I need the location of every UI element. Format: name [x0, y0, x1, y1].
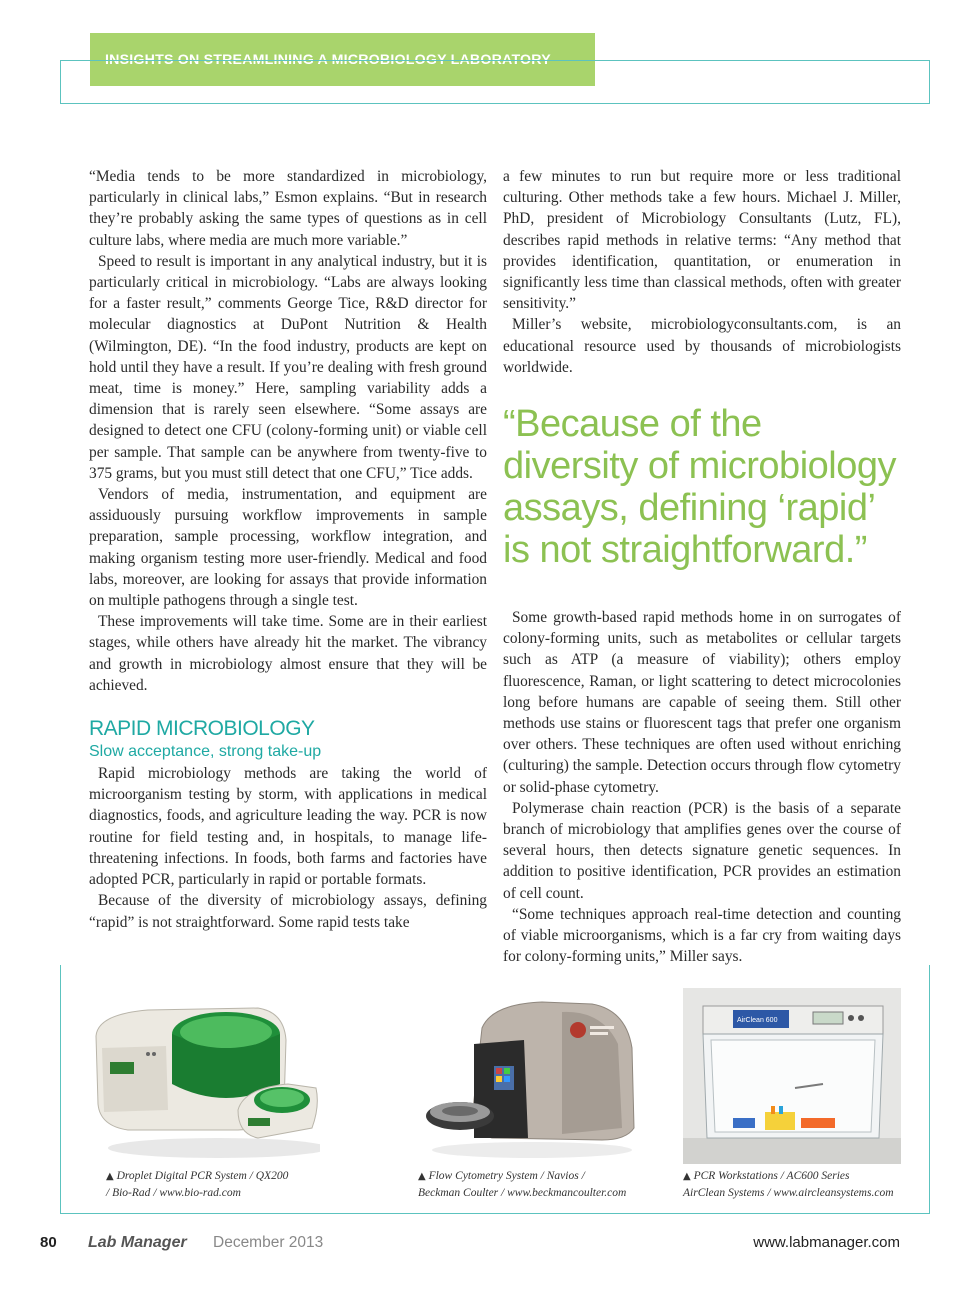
- paragraph: These improvements will take time. Some are in their earliest stages, while others have already hit the market. The vibrancy and growth in microbiology almost ensure that they will be achieved.: [89, 613, 487, 694]
- product-caption-1: [106, 1168, 336, 1202]
- caption-line: AirClean Systems / www.aircleansystems.com: [683, 1187, 894, 1199]
- frame-top-border: [60, 60, 930, 104]
- section-title: INSIGHTS ON STREAMLINING A MICROBIOLOGY LABORATORY: [105, 51, 551, 68]
- page-number: 80: [40, 1234, 57, 1251]
- paragraph: “Some techniques approach real-time detection and counting of viable microorganisms, which is a far cry from waiting days for colony-forming units,” Miller says.: [503, 905, 901, 966]
- pcr-workstation-illustration: [683, 988, 901, 1164]
- page-footer: [0, 1230, 960, 1258]
- product-caption-2: [418, 1168, 648, 1202]
- flow-cytometer-photo: [412, 988, 644, 1164]
- right-column: [503, 166, 901, 967]
- caption-line: Beckman Coulter / www.beckmancoulter.com: [418, 1187, 627, 1199]
- paragraph: Rapid microbiology methods are taking the world of microorganism testing by storm, with applications in medical diagnostics, foods, and agriculture leading the way. PCR is now routine for field testing and, in hospitals, to manage life-threatening infections. In foods, both farms and factories have adopted PCR, particularly in rapid or portable formats.: [89, 765, 487, 889]
- caret-icon: ▲: [418, 1171, 426, 1182]
- paragraph: Miller’s website, microbiologyconsultants.com, is an educational resource used by thousands of microbiologists worldwide.: [503, 316, 901, 376]
- flow-cytometer-illustration: [412, 988, 644, 1164]
- caret-icon: ▲: [683, 1171, 691, 1182]
- pcr-workstation-photo: [683, 988, 901, 1164]
- paragraph: Some growth-based rapid methods home in on surrogates of colony-forming units, such as metabolites or cellular targets such as ATP (a measure of viability); others employ fluorescence, Raman, or light scattering to detect microcolonies long before humans are capable of seeing them. Still other methods use stains or fluorescent tags that prefer one organism over others. These techniques are often used without enriching (culturing) the sample. Detection occurs through flow cytometry or solid-phase cytometry.: [503, 609, 901, 796]
- website-url[interactable]: www.labmanager.com: [753, 1234, 900, 1251]
- caret-icon: ▲: [106, 1171, 114, 1182]
- pull-quote: “Because of the diversity of microbiology assays, defining ‘rapid’ is not straightforward.”: [503, 403, 896, 572]
- pcr-system-illustration: [88, 988, 320, 1164]
- paragraph: “Media tends to be more standardized in microbiology, particularly in clinical labs,” Esmon explains. “But in research they’re probably asking the same types of questions as in cell culture labs, where media are much more variable.”: [89, 168, 487, 249]
- caption-line: Flow Cytometry System / Navios /: [428, 1170, 585, 1182]
- paragraph: Because of the diversity of microbiology assays, defining “rapid” is not straightforward. Some rapid tests take: [89, 892, 487, 931]
- paragraph: Vendors of media, instrumentation, and equipment are assiduously pursuing workflow improvements in sample preparation, sample processing, workflow integration, and making organism testing more user-friendly. Medical and food labs, moreover, are looking for assays that provide information on multiple pathogens through a single test.: [89, 486, 487, 610]
- magazine-name: Lab Manager: [88, 1234, 187, 1251]
- section-subheading: Slow acceptance, strong take-up: [89, 743, 322, 761]
- issue-date: December 2013: [213, 1234, 324, 1251]
- caption-line: Droplet Digital PCR System / QX200: [116, 1170, 289, 1182]
- caption-line: / Bio-Rad / www.bio-rad.com: [106, 1187, 241, 1199]
- airclean-logo: AirClean 600: [737, 1017, 778, 1024]
- pcr-system-photo: [88, 988, 320, 1164]
- section-heading: RAPID MICROBIOLOGY: [89, 717, 315, 741]
- product-caption-3: [683, 1168, 923, 1202]
- paragraph: Speed to result is important in any analytical industry, but it is particularly critical in microbiology. “Labs are always looking for a faster result,” comments George Tice, R&D director for molecular diagnostics at DuPont Nutrition & Health (Wilmington, DE). “In the food industry, products are kept on hold until they have a result. If you’re dealing with fresh ground meat, time is money.” Here, sampling variability adds a dimension that is rarely seen elsewhere. “Some assays are designed to detect one CFU (colony-forming unit) or viable cell per sample. That sample can be anywhere from twenty-five to 375 grams, but you must still detect that one CFU,” Tice adds.: [89, 252, 487, 482]
- paragraph: Polymerase chain reaction (PCR) is the basis of a separate branch of microbiology that amplifies genes over the course of several hours, then detects signature genetic sequences. In addition to positive identification, PCR provides an estimation of cell count.: [503, 799, 901, 902]
- caption-line: PCR Workstations / AC600 Series: [693, 1170, 850, 1182]
- left-column: [89, 166, 487, 933]
- paragraph: a few minutes to run but require more or less traditional culturing. Other methods take a few hours. Michael J. Miller, PhD, president of Microbiology Consultants (Lutz, FL), describes rapid methods in relative terms: “Any method that provides identification, quantitation, or enumeration in significantly less time than classical methods, often with greater sensitivity.”: [503, 168, 901, 313]
